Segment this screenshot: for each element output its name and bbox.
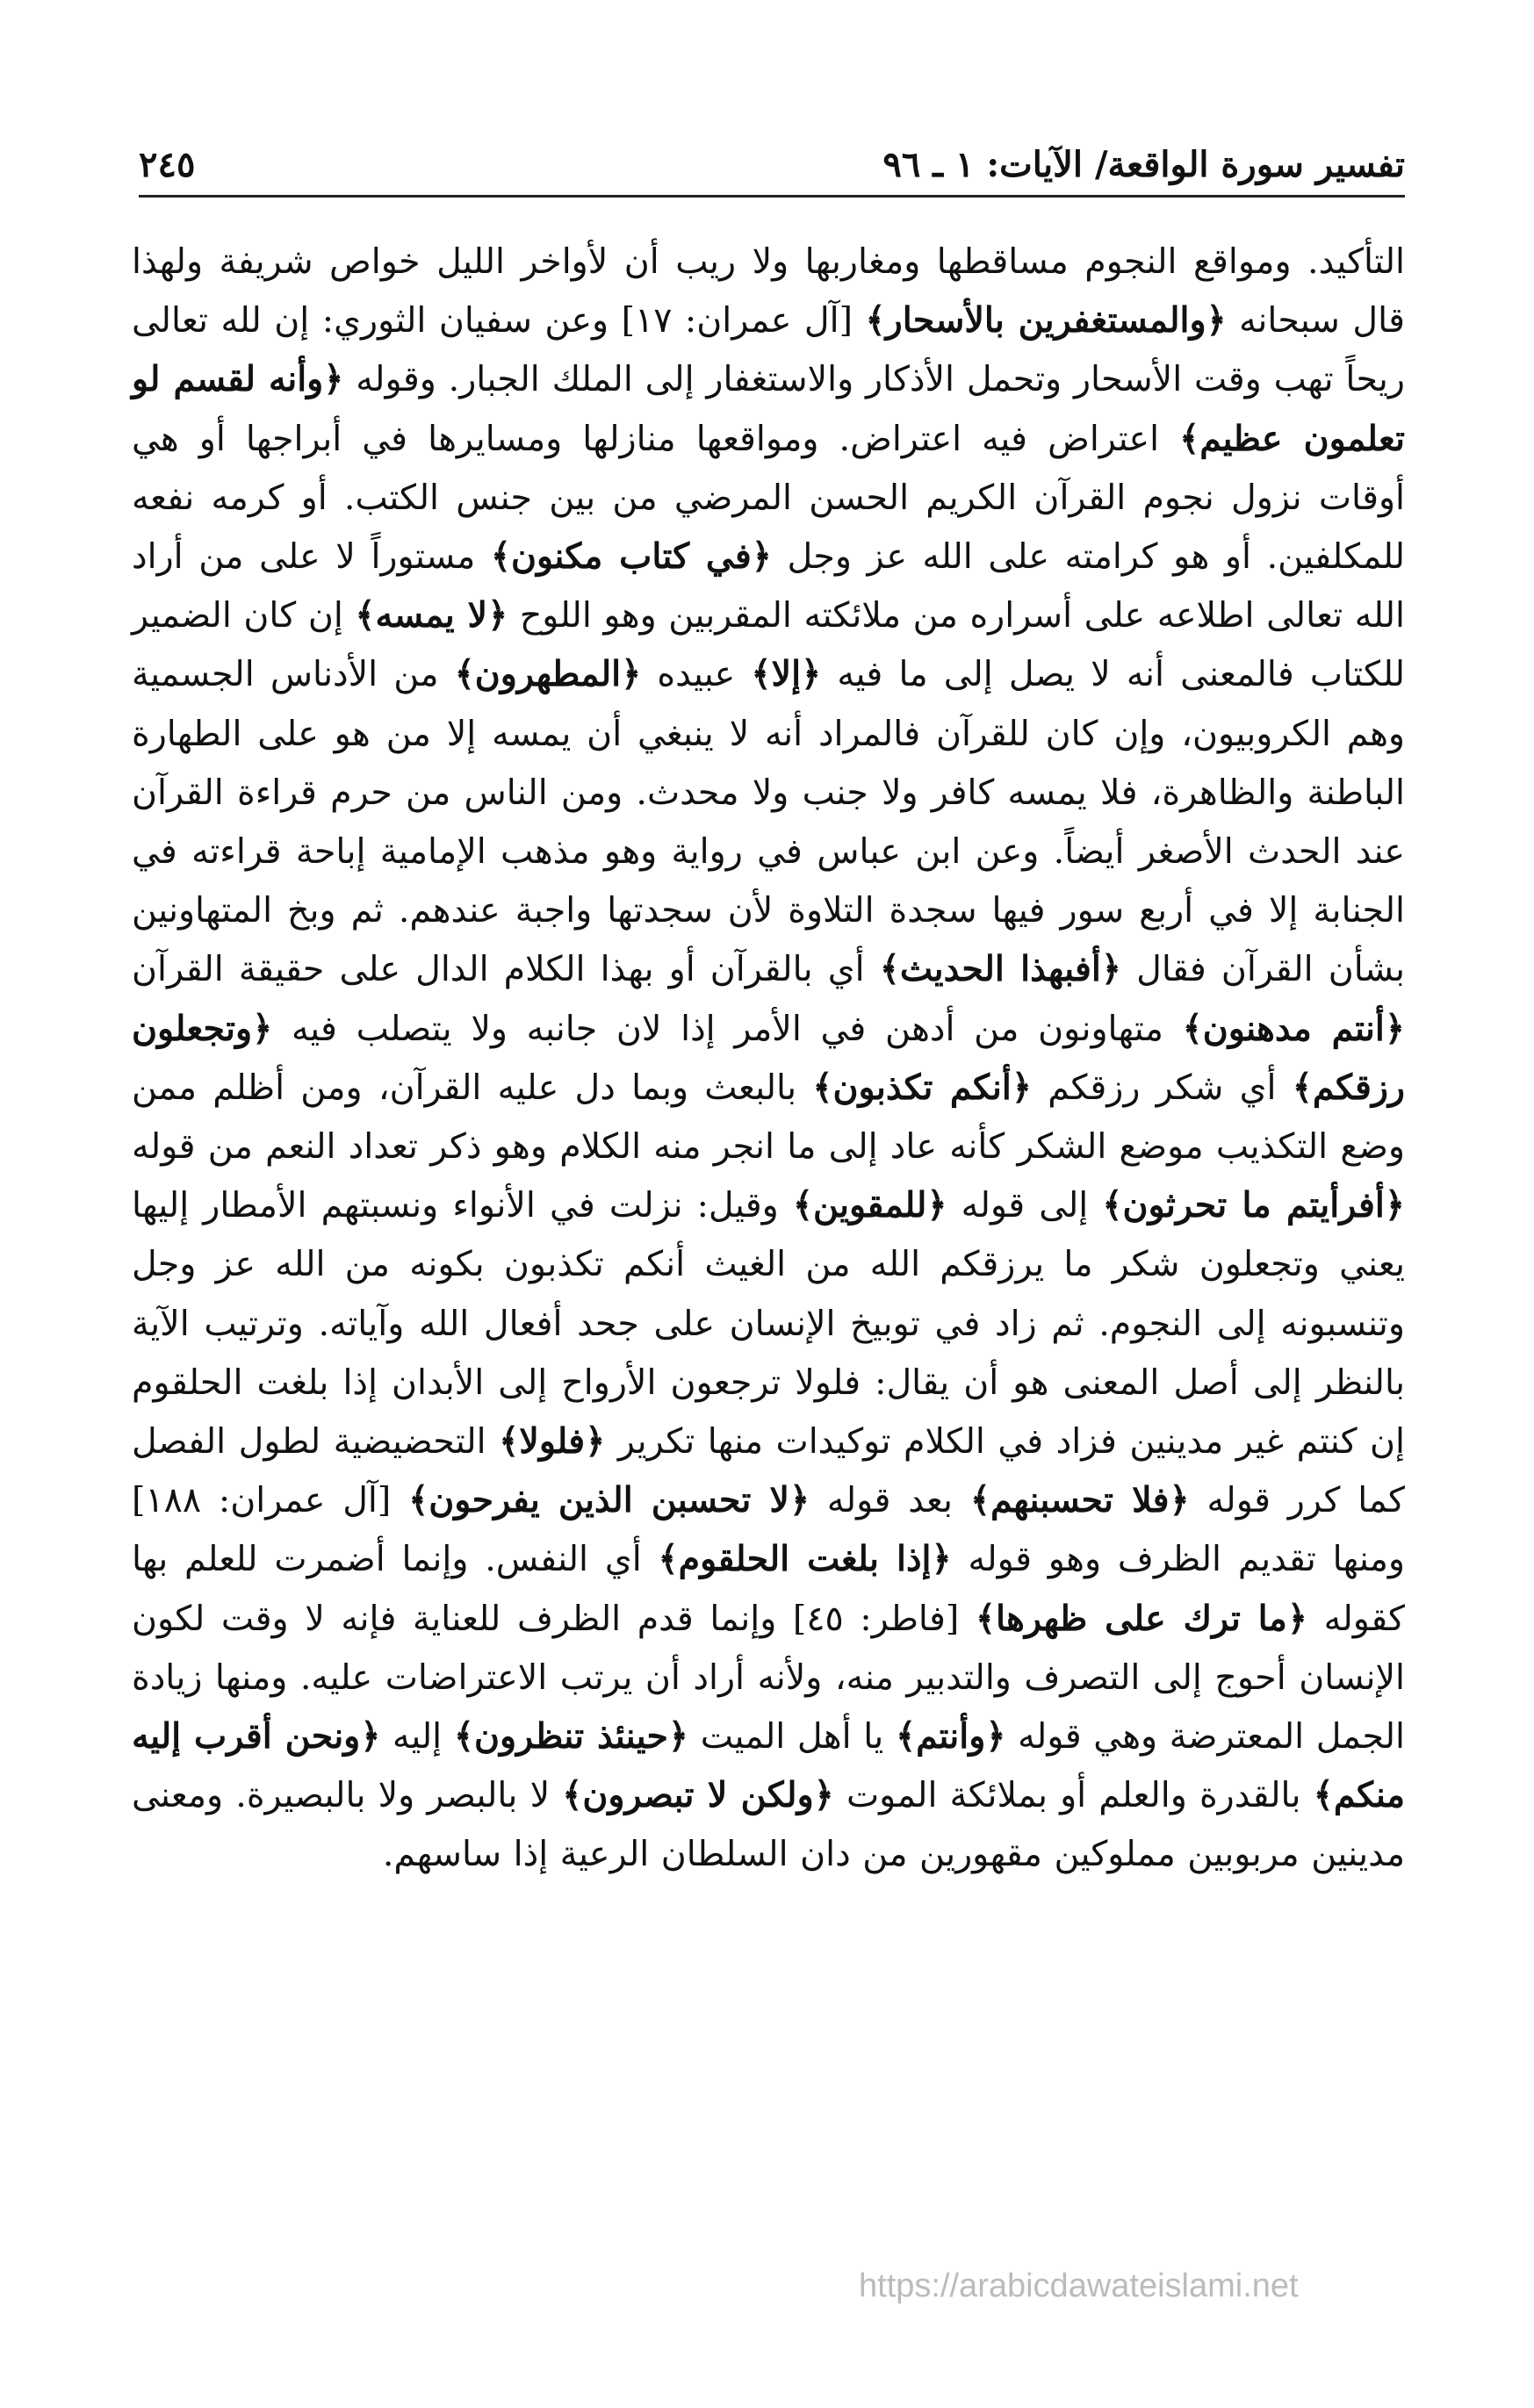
text-run: بالقدرة والعلم أو بملائكة الموت — [833, 1775, 1314, 1816]
quranic-quote: ﴿ونحن أقرب إليه منكم﴾ — [132, 1716, 1405, 1816]
text-run: بعد قوله — [810, 1480, 970, 1521]
running-title: تفسير سورة الواقعة/ الآيات: ١ ـ ٩٦ — [882, 144, 1405, 185]
text-run: يا أهل الميت — [688, 1716, 896, 1757]
text-run: بالبعث وبما دل عليه القرآن، ومن أظلم ممن وضع التكذيب موضع الشكر كأنه عاد إلى ما انجر منه الكلام وهو ذكر تعداد النعم من قوله — [132, 1067, 1405, 1168]
text-run: وقيل: نزلت في الأنواء ونسبتهم الأمطار إليها يعني وتجعلون شكر ما يرزقكم الله من الغيث أنكم تكذبون بكونه من الله عز وجل وتنسبونه إلى النجوم. ثم زاد في توبيخ الإنسان على جحد أفعال الله وآياته. وترتيب الآية بالنظر إلى أصل المعنى هو أن يقال: فلولا ترجعون الأرواح إلى الأبدان إذا بلغت الحلقوم إن كنتم غير مدينين فزاد في الكلام توكيدات منها تكرير — [132, 1185, 1406, 1463]
quranic-quote: ﴿فلولا﴾ — [499, 1421, 606, 1463]
text-run: التأكيد. ومواقع النجوم مساقطها ومغاربها ولا ريب أن لأواخر الليل خواص شريفة ولهذا قال سبحانه — [132, 241, 1405, 341]
quranic-quote: ﴿أنكم تكذبون﴾ — [812, 1067, 1033, 1108]
text-run: إليه — [380, 1716, 454, 1757]
text-run: اعتراض فيه اعتراض. ومواقعها منازلها ومسايرها في أبراجها أو هي أوقات نزول نجوم القرآن الكريم الحسن المرضي من بين جنس الكتب. أو كرمه نفعه للمكلفين. أو هو كرامته على الله عز وجل — [132, 418, 1405, 578]
quranic-quote: ﴿المطهرون﴾ — [454, 654, 642, 695]
body-paragraph — [132, 233, 1405, 1885]
quranic-quote: ﴿أفرأيتم ما تحرثون﴾ — [1102, 1185, 1405, 1226]
commentary-text — [132, 233, 1405, 1885]
text-run: التحضيضية لطول الفصل كما كرر قوله — [132, 1421, 1405, 1521]
text-run: [فاطر: ٤٥] وإنما قدم الظرف للعناية فإنه لا وقت لكون الإنسان أحوج إلى التصرف والتدبير منه، ولأنه أراد أن يرتب الاعتراضات عليه. ومنها زيادة الجمل المعترضة وهي قوله — [132, 1598, 1405, 1757]
quranic-quote: ﴿وتجعلون رزقكم﴾ — [132, 1008, 1405, 1108]
quranic-quote: ﴿أنتم مدهنون﴾ — [1182, 1008, 1405, 1049]
header-rule — [139, 195, 1405, 198]
quranic-quote: ﴿أفبهذا الحديث﴾ — [879, 949, 1122, 990]
source-watermark: https://arabicdawateislami.net — [859, 2268, 1299, 2304]
quranic-quote: ﴿لا تحسبن الذين يفرحون﴾ — [408, 1480, 810, 1521]
text-run: إن كان الضمير للكتاب فالمعنى أنه لا يصل إلى ما فيه — [132, 595, 1405, 695]
text-run: عبيده — [641, 654, 752, 695]
quranic-quote: ﴿إذا بلغت الحلقوم﴾ — [658, 1539, 952, 1580]
quranic-quote: ﴿في كتاب مكنون﴾ — [490, 536, 772, 578]
text-run: متهاونون من أدهن في الأمر إذا لان جانبه ولا يتصلب فيه — [272, 1008, 1183, 1049]
quranic-quote: ﴿ولكن لا تبصرون﴾ — [562, 1775, 834, 1816]
text-run: أي شكر رزقكم — [1032, 1067, 1293, 1108]
text-run: [آل عمران: ١٨٨] ومنها تقديم الظرف وهو قوله — [132, 1480, 1405, 1580]
quranic-quote: ﴿والمستغفرين بالأسحار﴾ — [865, 300, 1227, 341]
quranic-quote: ﴿للمقوين﴾ — [792, 1185, 947, 1226]
quranic-quote: ﴿حينئذ تنظرون﴾ — [453, 1716, 689, 1757]
text-run: إلى قوله — [947, 1185, 1103, 1226]
page-number: ٢٤٥ — [139, 144, 196, 185]
text-run: لا بالبصر ولا بالبصيرة. ومعنى مدينين مربوبين مملوكين مقهورين من دان السلطان الرعية إذا ساسهم. — [132, 1775, 1405, 1875]
text-run: [آل عمران: ١٧] وعن سفيان الثوري: إن لله تعالى ريحاً تهب وقت الأسحار وتحمل الأذكار والاستغفار إلى الملك الجبار. وقوله — [132, 300, 1406, 400]
quranic-quote: ﴿لا يمسه﴾ — [355, 595, 508, 636]
page-header — [139, 139, 1405, 200]
quranic-quote: ﴿وأنتم﴾ — [895, 1716, 1006, 1757]
text-run: من الأدناس الجسمية وهم الكروبيون، وإن كان للقرآن فالمراد أنه لا ينبغي أن يمسه إلا من هو على الطهارة الباطنة والظاهرة، فلا يمسه كافر ولا جنب ولا محدث. ومن الناس من حرم قراءة القرآن عند الحدث الأصغر أيضاً. وعن ابن عباس في رواية وهو مذهب الإمامية إباحة قراءته في الجنابة إلا في أربع سور فيها سجدة التلاوة لأن سجدتها واجبة عندهم. ثم وبخ المتهاونين بشأن القرآن فقال — [132, 654, 1405, 990]
quranic-quote: ﴿فلا تحسبنهم﴾ — [969, 1480, 1190, 1521]
text-run: مستوراً لا على من أراد الله تعالى اطلاعه على أسراره من ملائكته المقربين وهو اللوح — [132, 536, 1406, 636]
quranic-quote: ﴿ما ترك على ظهرها﴾ — [975, 1598, 1307, 1639]
text-run: أي بالقرآن أو بهذا الكلام الدال على حقيقة القرآن — [132, 949, 880, 990]
quranic-quote: ﴿وأنه لقسم لو تعلمون عظيم﴾ — [132, 359, 1405, 459]
quranic-quote: ﴿إلا﴾ — [751, 654, 822, 695]
text-run: أي النفس. وإنما أضمرت للعلم بها كقوله — [132, 1539, 1405, 1639]
